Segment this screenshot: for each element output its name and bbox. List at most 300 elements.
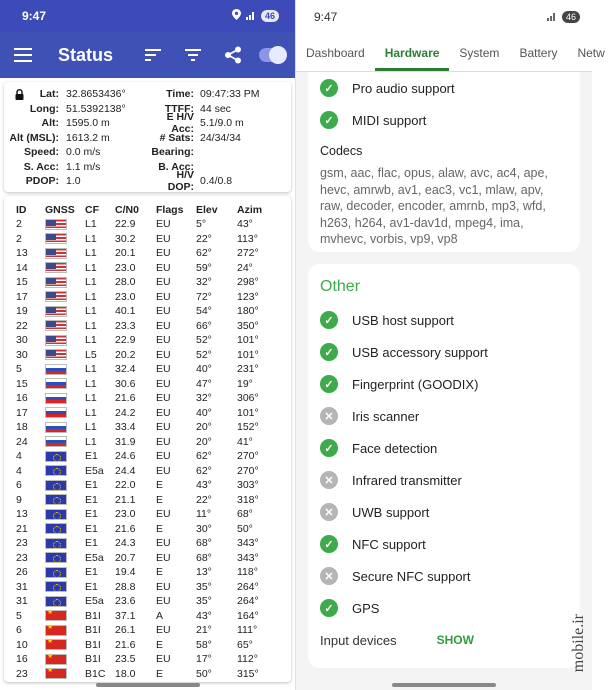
sat-elev: 40°	[196, 363, 212, 376]
sat-azim: 101°	[237, 406, 259, 419]
eu-flag-icon	[45, 567, 67, 578]
sat-id: 21	[16, 522, 28, 535]
table-row	[4, 377, 291, 392]
eu-flag-icon	[45, 596, 67, 607]
fix-label: PDOP:	[25, 175, 59, 188]
sat-id: 18	[16, 421, 28, 434]
table-row	[4, 246, 291, 261]
check-icon: ✓	[320, 535, 338, 553]
us-flag-icon	[45, 248, 67, 259]
gnss-cell	[45, 290, 85, 305]
sat-id: 6	[16, 479, 22, 492]
sat-elev: 11°	[196, 508, 212, 521]
feature-label: Fingerprint (GOODIX)	[352, 376, 479, 392]
sat-flags: EU	[156, 334, 171, 347]
sat-id: 13	[16, 508, 28, 521]
sat-azim: 101°	[237, 334, 259, 347]
menu-icon[interactable]	[14, 35, 32, 75]
sat-elev: 68°	[196, 551, 212, 564]
feature-label: GPS	[352, 600, 380, 616]
sat-azim: 43°	[237, 218, 253, 231]
gnss-cell	[45, 435, 85, 450]
signal-icon	[246, 9, 256, 23]
sat-elev: 50°	[196, 667, 212, 680]
section-title-other: Other	[320, 278, 361, 295]
sat-id: 23	[16, 551, 28, 564]
sat-flags: EU	[156, 218, 171, 231]
sat-elev: 62°	[196, 464, 212, 477]
feature-row	[320, 72, 568, 104]
tab-netw[interactable]: Netw	[577, 45, 605, 60]
table-row	[4, 319, 291, 334]
sat-elev: 62°	[196, 450, 212, 463]
sat-elev: 13°	[196, 566, 212, 579]
sat-elev: 59°	[196, 261, 212, 274]
gnss-cell	[45, 507, 85, 522]
sat-cn0: 23.3	[115, 319, 136, 332]
sat-flags: EU	[156, 392, 171, 405]
col-gnss[interactable]: GNSS	[45, 203, 75, 216]
sat-cn0: 21.6	[115, 392, 136, 405]
sat-flags: E	[156, 638, 164, 651]
check-icon: ✓	[320, 343, 338, 361]
col-flags[interactable]: Flags	[156, 203, 184, 216]
gnss-cell	[45, 333, 85, 348]
tab-system[interactable]: System	[459, 45, 500, 60]
sat-id: 4	[16, 464, 22, 477]
sat-flags: EU	[156, 247, 171, 260]
feature-label: USB host support	[352, 312, 454, 328]
sat-elev: 54°	[196, 305, 212, 318]
eu-flag-icon	[45, 509, 67, 520]
sat-cf: L1	[85, 435, 97, 448]
feature-row	[320, 368, 568, 400]
sat-flags: EU	[156, 508, 171, 521]
table-row	[4, 435, 291, 450]
table-row	[4, 406, 291, 421]
sat-cn0: 23.6	[115, 595, 136, 608]
feature-row	[320, 464, 568, 496]
cn-flag-icon	[45, 668, 67, 679]
sat-flags: A	[156, 609, 164, 622]
clock: 9:47	[22, 9, 47, 23]
fix-value: 1.1 m/s	[66, 160, 101, 173]
gnss-cell	[45, 261, 85, 276]
sat-cn0: 33.4	[115, 421, 136, 434]
table-row	[4, 667, 291, 682]
home-indicator[interactable]	[96, 683, 200, 687]
sat-cn0: 23.5	[115, 653, 136, 666]
table-row	[4, 391, 291, 406]
sat-cf: L1	[85, 276, 97, 289]
feature-row	[320, 304, 568, 336]
sat-elev: 22°	[196, 232, 212, 245]
sat-id: 5	[16, 609, 22, 622]
feature-row	[320, 104, 568, 136]
sat-cf: E1	[85, 580, 98, 593]
feature-row	[320, 592, 568, 624]
table-row	[4, 464, 291, 479]
sat-elev: 21°	[196, 624, 212, 637]
table-row	[4, 261, 291, 276]
table-row	[4, 232, 291, 247]
input-devices-label: Input devices	[320, 632, 397, 648]
sat-azim: 41°	[237, 435, 253, 448]
sat-id: 17	[16, 290, 28, 303]
tab-bar	[296, 34, 605, 72]
show-button[interactable]: SHOW	[436, 633, 474, 647]
fix-value: 1.0	[66, 175, 81, 188]
fix-value: 0.0 m/s	[66, 146, 101, 159]
eu-flag-icon	[45, 523, 67, 534]
sat-cn0: 23.0	[115, 508, 136, 521]
sat-id: 24	[16, 435, 28, 448]
sat-cf: B1C	[85, 667, 106, 680]
sat-flags: EU	[156, 595, 171, 608]
sat-azim: 272°	[237, 247, 259, 260]
sat-cn0: 20.2	[115, 348, 136, 361]
sat-elev: 20°	[196, 421, 212, 434]
sat-cf: L1	[85, 232, 97, 245]
sat-cf: E1	[85, 508, 98, 521]
fix-value: 51.5392138°	[66, 102, 126, 115]
filter-icon[interactable]	[173, 35, 213, 75]
feature-label: MIDI support	[352, 112, 427, 128]
eu-flag-icon	[45, 538, 67, 549]
check-icon: ✓	[320, 599, 338, 617]
sat-cf: L1	[85, 421, 97, 434]
fix-value: 5.1/9.0 m	[200, 117, 244, 130]
sat-azim: 113°	[237, 232, 258, 245]
col-id[interactable]: ID	[16, 203, 27, 216]
sat-cf: B1I	[85, 653, 101, 666]
cross-icon: ✕	[320, 407, 338, 425]
fix-label: Alt:	[41, 117, 59, 130]
fix-value: 0.4/0.8	[200, 175, 233, 188]
check-icon: ✓	[320, 439, 338, 457]
gnss-cell	[45, 522, 85, 537]
feature-row	[320, 560, 568, 592]
table-row	[4, 638, 291, 653]
sat-cn0: 21.1	[115, 493, 136, 506]
sat-id: 15	[16, 377, 28, 390]
us-flag-icon	[45, 349, 67, 360]
sat-id: 16	[16, 653, 28, 666]
sat-cn0: 23.0	[115, 261, 136, 274]
table-row	[4, 275, 291, 290]
ru-flag-icon	[45, 378, 67, 389]
sat-azim: 19°	[237, 377, 253, 390]
satellite-table	[4, 202, 291, 681]
gnss-cell	[45, 232, 85, 247]
sat-cn0: 23.0	[115, 290, 136, 303]
table-row	[4, 449, 291, 464]
gnss-cell	[45, 493, 85, 508]
feature-label: UWB support	[352, 504, 430, 520]
fix-row	[8, 131, 287, 146]
feature-row	[320, 336, 568, 368]
sat-elev: 62°	[196, 247, 212, 260]
sat-elev: 17°	[196, 653, 212, 666]
gnss-cell	[45, 246, 85, 261]
sat-cf: E5a	[85, 551, 104, 564]
sat-elev: 20°	[196, 435, 212, 448]
sat-id: 22	[16, 319, 28, 332]
sat-flags: EU	[156, 450, 171, 463]
us-flag-icon	[45, 233, 67, 244]
sat-cf: E1	[85, 537, 98, 550]
sat-flags: EU	[156, 305, 171, 318]
sat-cn0: 20.7	[115, 551, 136, 564]
sat-azim: 318°	[237, 493, 259, 506]
sat-cf: E1	[85, 493, 98, 506]
sat-cf: B1I	[85, 638, 101, 651]
gnss-cell	[45, 551, 85, 566]
gnss-cell	[45, 638, 85, 653]
ru-flag-icon	[45, 364, 67, 375]
sat-flags: EU	[156, 435, 171, 448]
sat-flags: EU	[156, 653, 171, 666]
sat-elev: 30°	[196, 522, 212, 535]
sat-elev: 43°	[196, 479, 212, 492]
gnss-cell	[45, 623, 85, 638]
table-row	[4, 420, 291, 435]
cross-icon: ✕	[320, 503, 338, 521]
cross-icon: ✕	[320, 567, 338, 585]
watermark: mobile.ir	[570, 613, 587, 672]
sat-id: 31	[16, 580, 28, 593]
fix-label: Bearing:	[151, 146, 194, 159]
sat-cf: E1	[85, 566, 98, 579]
sat-elev: 32°	[196, 392, 212, 405]
feature-row	[320, 400, 568, 432]
sat-cn0: 22.0	[115, 479, 136, 492]
table-row	[4, 536, 291, 551]
sat-id: 23	[16, 537, 28, 550]
codecs-title: Codecs	[320, 144, 363, 158]
sat-cf: E5a	[85, 464, 104, 477]
sat-elev: 58°	[196, 638, 212, 651]
table-row	[4, 290, 291, 305]
fix-value: 1613.2 m	[66, 131, 110, 144]
sat-flags: EU	[156, 624, 171, 637]
fix-info-card	[4, 82, 291, 192]
sat-cn0: 20.1	[115, 247, 136, 260]
feature-label: NFC support	[352, 536, 426, 552]
sat-cn0: 19.4	[115, 566, 136, 579]
sat-flags: EU	[156, 580, 171, 593]
fix-value: 44 sec	[200, 102, 231, 115]
sat-elev: 35°	[196, 580, 212, 593]
table-row	[4, 507, 291, 522]
sat-elev: 68°	[196, 537, 212, 550]
us-flag-icon	[45, 277, 67, 288]
us-flag-icon	[45, 291, 67, 302]
sat-azim: 231°	[237, 363, 259, 376]
gnss-cell	[45, 377, 85, 392]
us-flag-icon	[45, 306, 67, 317]
sat-elev: 35°	[196, 595, 212, 608]
gps-toggle[interactable]	[259, 48, 285, 62]
sat-azim: 24°	[237, 261, 253, 274]
fix-label: Time:	[166, 88, 194, 101]
eu-flag-icon	[45, 465, 67, 476]
sat-elev: 52°	[196, 348, 212, 361]
sat-elev: 40°	[196, 406, 212, 419]
sat-azim: 303°	[237, 479, 259, 492]
table-row	[4, 652, 291, 667]
gnss-cell	[45, 420, 85, 435]
sat-elev: 32°	[196, 276, 212, 289]
eu-flag-icon	[45, 494, 67, 505]
sat-cn0: 18.0	[115, 667, 136, 680]
check-icon: ✓	[320, 375, 338, 393]
sat-cn0: 28.8	[115, 580, 136, 593]
sat-cf: L1	[85, 305, 97, 318]
fix-value: 24/34/34	[200, 131, 241, 144]
sat-cf: L1	[85, 392, 97, 405]
sat-elev: 72°	[196, 290, 212, 303]
sat-cn0: 30.6	[115, 377, 136, 390]
sat-flags: EU	[156, 348, 171, 361]
sat-cf: E1	[85, 450, 98, 463]
gnss-cell	[45, 565, 85, 580]
sat-id: 2	[16, 232, 22, 245]
col-cf[interactable]: CF	[85, 203, 99, 216]
sat-flags: E	[156, 522, 164, 535]
gnss-cell	[45, 536, 85, 551]
fix-label: Long:	[29, 102, 59, 115]
sat-flags: EU	[156, 406, 171, 419]
fix-label: # Sats:	[159, 131, 194, 144]
codecs-list: gsm, aac, flac, opus, alaw, avc, ac4, ape, hevc, amrwb, av1, eac3, vc1, mlaw, apv, raw, decoder, encoder, amrnb, mp3, wfd, h263, h264, av1-dav1d, mpeg4, ima, mvhevc, vorbis, vp9, vp8	[320, 166, 548, 246]
sat-id: 5	[16, 363, 22, 376]
sat-cf: L1	[85, 377, 97, 390]
col-cn0[interactable]: C/N0	[115, 203, 139, 216]
sat-cf: B1I	[85, 624, 101, 637]
gnss-cell	[45, 594, 85, 609]
table-row	[4, 333, 291, 348]
share-icon[interactable]	[213, 35, 253, 75]
sat-id: 31	[16, 595, 28, 608]
sat-flags: EU	[156, 464, 171, 477]
sat-id: 14	[16, 261, 28, 274]
clock: 9:47	[314, 10, 338, 24]
sat-flags: EU	[156, 377, 171, 390]
lock-icon	[15, 89, 24, 103]
us-flag-icon	[45, 335, 67, 346]
sat-azim: 50°	[237, 522, 253, 535]
sat-cn0: 26.1	[115, 624, 136, 637]
sat-elev: 66°	[196, 319, 212, 332]
sat-azim: 270°	[237, 450, 259, 463]
battery-indicator: 46	[261, 10, 279, 22]
gnss-cell	[45, 217, 85, 232]
cn-flag-icon	[45, 610, 67, 621]
location-icon	[232, 9, 241, 23]
sat-azim: 123°	[237, 290, 259, 303]
sat-cn0: 24.2	[115, 406, 136, 419]
fix-row	[8, 87, 287, 102]
sat-cf: L1	[85, 261, 97, 274]
sat-azim: 350°	[237, 319, 259, 332]
sat-flags: EU	[156, 261, 171, 274]
fix-label: E H/V Acc:	[166, 111, 194, 136]
sat-cn0: 21.6	[115, 522, 136, 535]
fix-value: 1595.0 m	[66, 117, 110, 130]
sat-cn0: 37.1	[115, 609, 136, 622]
tab-dashboard[interactable]: Dashboard	[306, 45, 365, 60]
gnss-cell	[45, 304, 85, 319]
sat-cn0: 28.0	[115, 276, 136, 289]
sat-id: 9	[16, 493, 22, 506]
fix-row	[8, 145, 287, 160]
gnss-cell	[45, 275, 85, 290]
cross-icon: ✕	[320, 471, 338, 489]
home-indicator[interactable]	[392, 683, 496, 687]
ru-flag-icon	[45, 393, 67, 404]
signal-icon	[547, 10, 557, 24]
us-flag-icon	[45, 320, 67, 331]
sat-cf: B1I	[85, 609, 101, 622]
sat-id: 30	[16, 348, 28, 361]
other-card	[308, 264, 580, 668]
tab-battery[interactable]: Battery	[519, 45, 558, 60]
cn-flag-icon	[45, 654, 67, 665]
eu-flag-icon	[45, 451, 67, 462]
gnss-cell	[45, 580, 85, 595]
sat-azim: 118°	[237, 566, 258, 579]
cn-flag-icon	[45, 639, 67, 650]
eu-flag-icon	[45, 480, 67, 491]
feature-label: Infrared transmitter	[352, 472, 462, 488]
sat-cn0: 24.6	[115, 450, 136, 463]
feature-label: Pro audio support	[352, 80, 455, 96]
feature-label: Iris scanner	[352, 408, 420, 424]
sat-elev: 5°	[196, 218, 207, 231]
gnss-cell	[45, 652, 85, 667]
input-devices-row	[320, 624, 568, 656]
check-icon: ✓	[320, 79, 338, 97]
table-row	[4, 609, 291, 624]
tab-hardware[interactable]: Hardware	[375, 34, 450, 71]
table-row	[4, 348, 291, 363]
fix-row	[8, 111, 287, 136]
sat-cf: E1	[85, 522, 98, 535]
sat-id: 16	[16, 392, 28, 405]
sat-id: 6	[16, 624, 22, 637]
col-azim[interactable]: Azim	[237, 203, 263, 216]
sat-flags: E	[156, 479, 164, 492]
fix-value: 32.8653436°	[66, 88, 126, 101]
table-row	[4, 623, 291, 638]
sat-id: 4	[16, 450, 22, 463]
sat-elev: 47°	[196, 377, 212, 390]
feature-label: USB accessory support	[352, 344, 488, 360]
sat-flags: EU	[156, 551, 171, 564]
feature-label: Face detection	[352, 440, 438, 456]
table-row	[4, 580, 291, 595]
feature-row	[320, 432, 568, 464]
sat-azim: 306°	[237, 392, 259, 405]
sort-icon[interactable]	[133, 35, 173, 75]
sat-id: 10	[16, 638, 28, 651]
table-row	[4, 478, 291, 493]
sat-cf: L1	[85, 218, 97, 231]
ru-flag-icon	[45, 407, 67, 418]
col-elev[interactable]: Elev	[196, 203, 218, 216]
gnss-cell	[45, 449, 85, 464]
